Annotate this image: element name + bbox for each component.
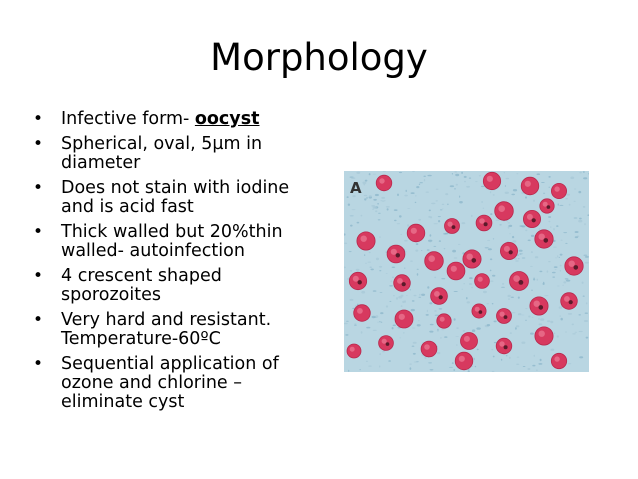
bullet-icon: • bbox=[33, 354, 44, 374]
oocyst-highlight bbox=[424, 344, 430, 350]
oocyst-cell bbox=[395, 310, 413, 328]
oocyst-highlight bbox=[513, 275, 520, 282]
oocyst-nucleus bbox=[574, 265, 579, 270]
oocyst-highlight bbox=[434, 291, 440, 297]
oocyst-cell bbox=[437, 314, 451, 328]
bullet-icon: • bbox=[33, 178, 44, 198]
bullet-text: Does not stain with iodine and is acid fast bbox=[61, 178, 290, 217]
oocyst-nucleus bbox=[547, 205, 551, 209]
oocyst-nucleus bbox=[532, 218, 536, 222]
oocyst-cell bbox=[455, 352, 473, 370]
oocyst-cell bbox=[376, 175, 392, 191]
oocyst-highlight bbox=[475, 307, 480, 312]
oocyst-highlight bbox=[361, 236, 367, 242]
oocyst-highlight bbox=[451, 266, 457, 272]
oocyst-highlight bbox=[487, 176, 493, 182]
oocyst-highlight bbox=[467, 254, 473, 260]
oocyst-nucleus bbox=[479, 310, 483, 314]
bullet-item bbox=[30, 179, 320, 217]
oocyst-highlight bbox=[569, 261, 575, 267]
oocyst-cell bbox=[431, 288, 448, 305]
oocyst-cell bbox=[387, 245, 405, 263]
oocyst-nucleus bbox=[358, 280, 362, 284]
oocyst-highlight bbox=[411, 228, 417, 234]
oocyst-cell bbox=[535, 327, 553, 345]
oocyst-cell bbox=[421, 341, 437, 357]
oocyst-nucleus bbox=[504, 345, 508, 349]
bullet-icon: • bbox=[33, 134, 44, 154]
oocyst-nucleus bbox=[386, 342, 390, 346]
oocyst-highlight bbox=[464, 336, 470, 342]
oocyst-highlight bbox=[527, 214, 533, 220]
oocyst-highlight bbox=[399, 314, 405, 320]
oocyst-cell bbox=[447, 262, 465, 280]
oocyst-highlight bbox=[382, 339, 387, 344]
oocyst-nucleus bbox=[509, 250, 513, 254]
oocyst-nucleus bbox=[519, 280, 524, 285]
oocyst-highlight bbox=[350, 347, 355, 352]
oocyst-cell bbox=[476, 215, 492, 231]
oocyst-highlight bbox=[500, 312, 505, 317]
oocyst-highlight bbox=[391, 249, 397, 255]
oocyst-cell bbox=[354, 305, 371, 322]
oocyst-highlight bbox=[539, 331, 545, 337]
oocyst-nucleus bbox=[396, 253, 400, 257]
oocyst-nucleus bbox=[472, 258, 477, 263]
oocyst-nucleus bbox=[539, 305, 544, 310]
oocyst-highlight bbox=[504, 246, 510, 252]
bullet-text: Very hard and resistant. Temperature-60ºC bbox=[61, 310, 272, 349]
bullet-icon: • bbox=[33, 109, 44, 129]
oocyst-highlight bbox=[554, 186, 559, 191]
oocyst-cell bbox=[496, 338, 512, 354]
bullet-list bbox=[30, 110, 320, 418]
bullet-text: Sequential application of ozone and chlorine – eliminate cyst bbox=[61, 354, 279, 412]
bullet-emphasis: oocyst bbox=[194, 109, 260, 129]
oocyst-nucleus bbox=[439, 295, 443, 299]
oocyst-highlight bbox=[459, 356, 465, 362]
oocyst-highlight bbox=[543, 202, 548, 207]
oocyst-nucleus bbox=[402, 282, 406, 286]
oocyst-cell bbox=[357, 232, 375, 250]
oocyst-highlight bbox=[498, 205, 505, 212]
slide-title: Morphology bbox=[210, 36, 428, 79]
bullet-item bbox=[30, 355, 320, 412]
oocyst-highlight bbox=[448, 222, 453, 227]
bullet-text: Spherical, oval, 5µm in diameter bbox=[61, 134, 263, 173]
oocyst-cell bbox=[407, 224, 425, 242]
bullet-icon: • bbox=[33, 222, 44, 242]
oocyst-highlight bbox=[534, 301, 540, 307]
oocyst-cell bbox=[347, 344, 361, 358]
oocyst-highlight bbox=[397, 278, 403, 284]
bullet-text: Infective form- bbox=[61, 109, 195, 129]
bullet-icon: • bbox=[33, 310, 44, 330]
oocyst-nucleus bbox=[544, 238, 549, 243]
oocyst-highlight bbox=[479, 218, 485, 224]
oocyst-highlight bbox=[478, 277, 483, 282]
oocyst-highlight bbox=[499, 341, 504, 346]
micrograph-image bbox=[344, 171, 589, 372]
panel-label: A bbox=[350, 179, 362, 197]
oocyst-highlight bbox=[564, 296, 570, 302]
bullet-item bbox=[30, 135, 320, 173]
oocyst-cell bbox=[521, 177, 539, 195]
oocyst-highlight bbox=[539, 234, 545, 240]
oocyst-nucleus bbox=[452, 225, 456, 229]
oocyst-nucleus bbox=[504, 315, 508, 319]
bullet-item bbox=[30, 223, 320, 261]
oocyst-highlight bbox=[440, 317, 445, 322]
oocyst-highlight bbox=[554, 356, 559, 361]
oocyst-highlight bbox=[379, 178, 384, 183]
bullet-item bbox=[30, 311, 320, 349]
oocyst-highlight bbox=[428, 255, 435, 262]
oocyst-cell bbox=[483, 172, 500, 189]
oocyst-highlight bbox=[525, 181, 531, 187]
oocyst-highlight bbox=[357, 308, 363, 314]
oocyst-highlight bbox=[353, 276, 359, 282]
oocyst-nucleus bbox=[569, 300, 573, 304]
oocyst-nucleus bbox=[484, 222, 488, 226]
micrograph-svg bbox=[344, 171, 589, 372]
bullet-item bbox=[30, 267, 320, 305]
bullet-icon: • bbox=[33, 266, 44, 286]
bullet-text: 4 crescent shaped sporozoites bbox=[61, 266, 222, 305]
bullet-text: Thick walled but 20%thin walled- autoinfection bbox=[61, 222, 283, 261]
bullet-item bbox=[30, 110, 320, 129]
